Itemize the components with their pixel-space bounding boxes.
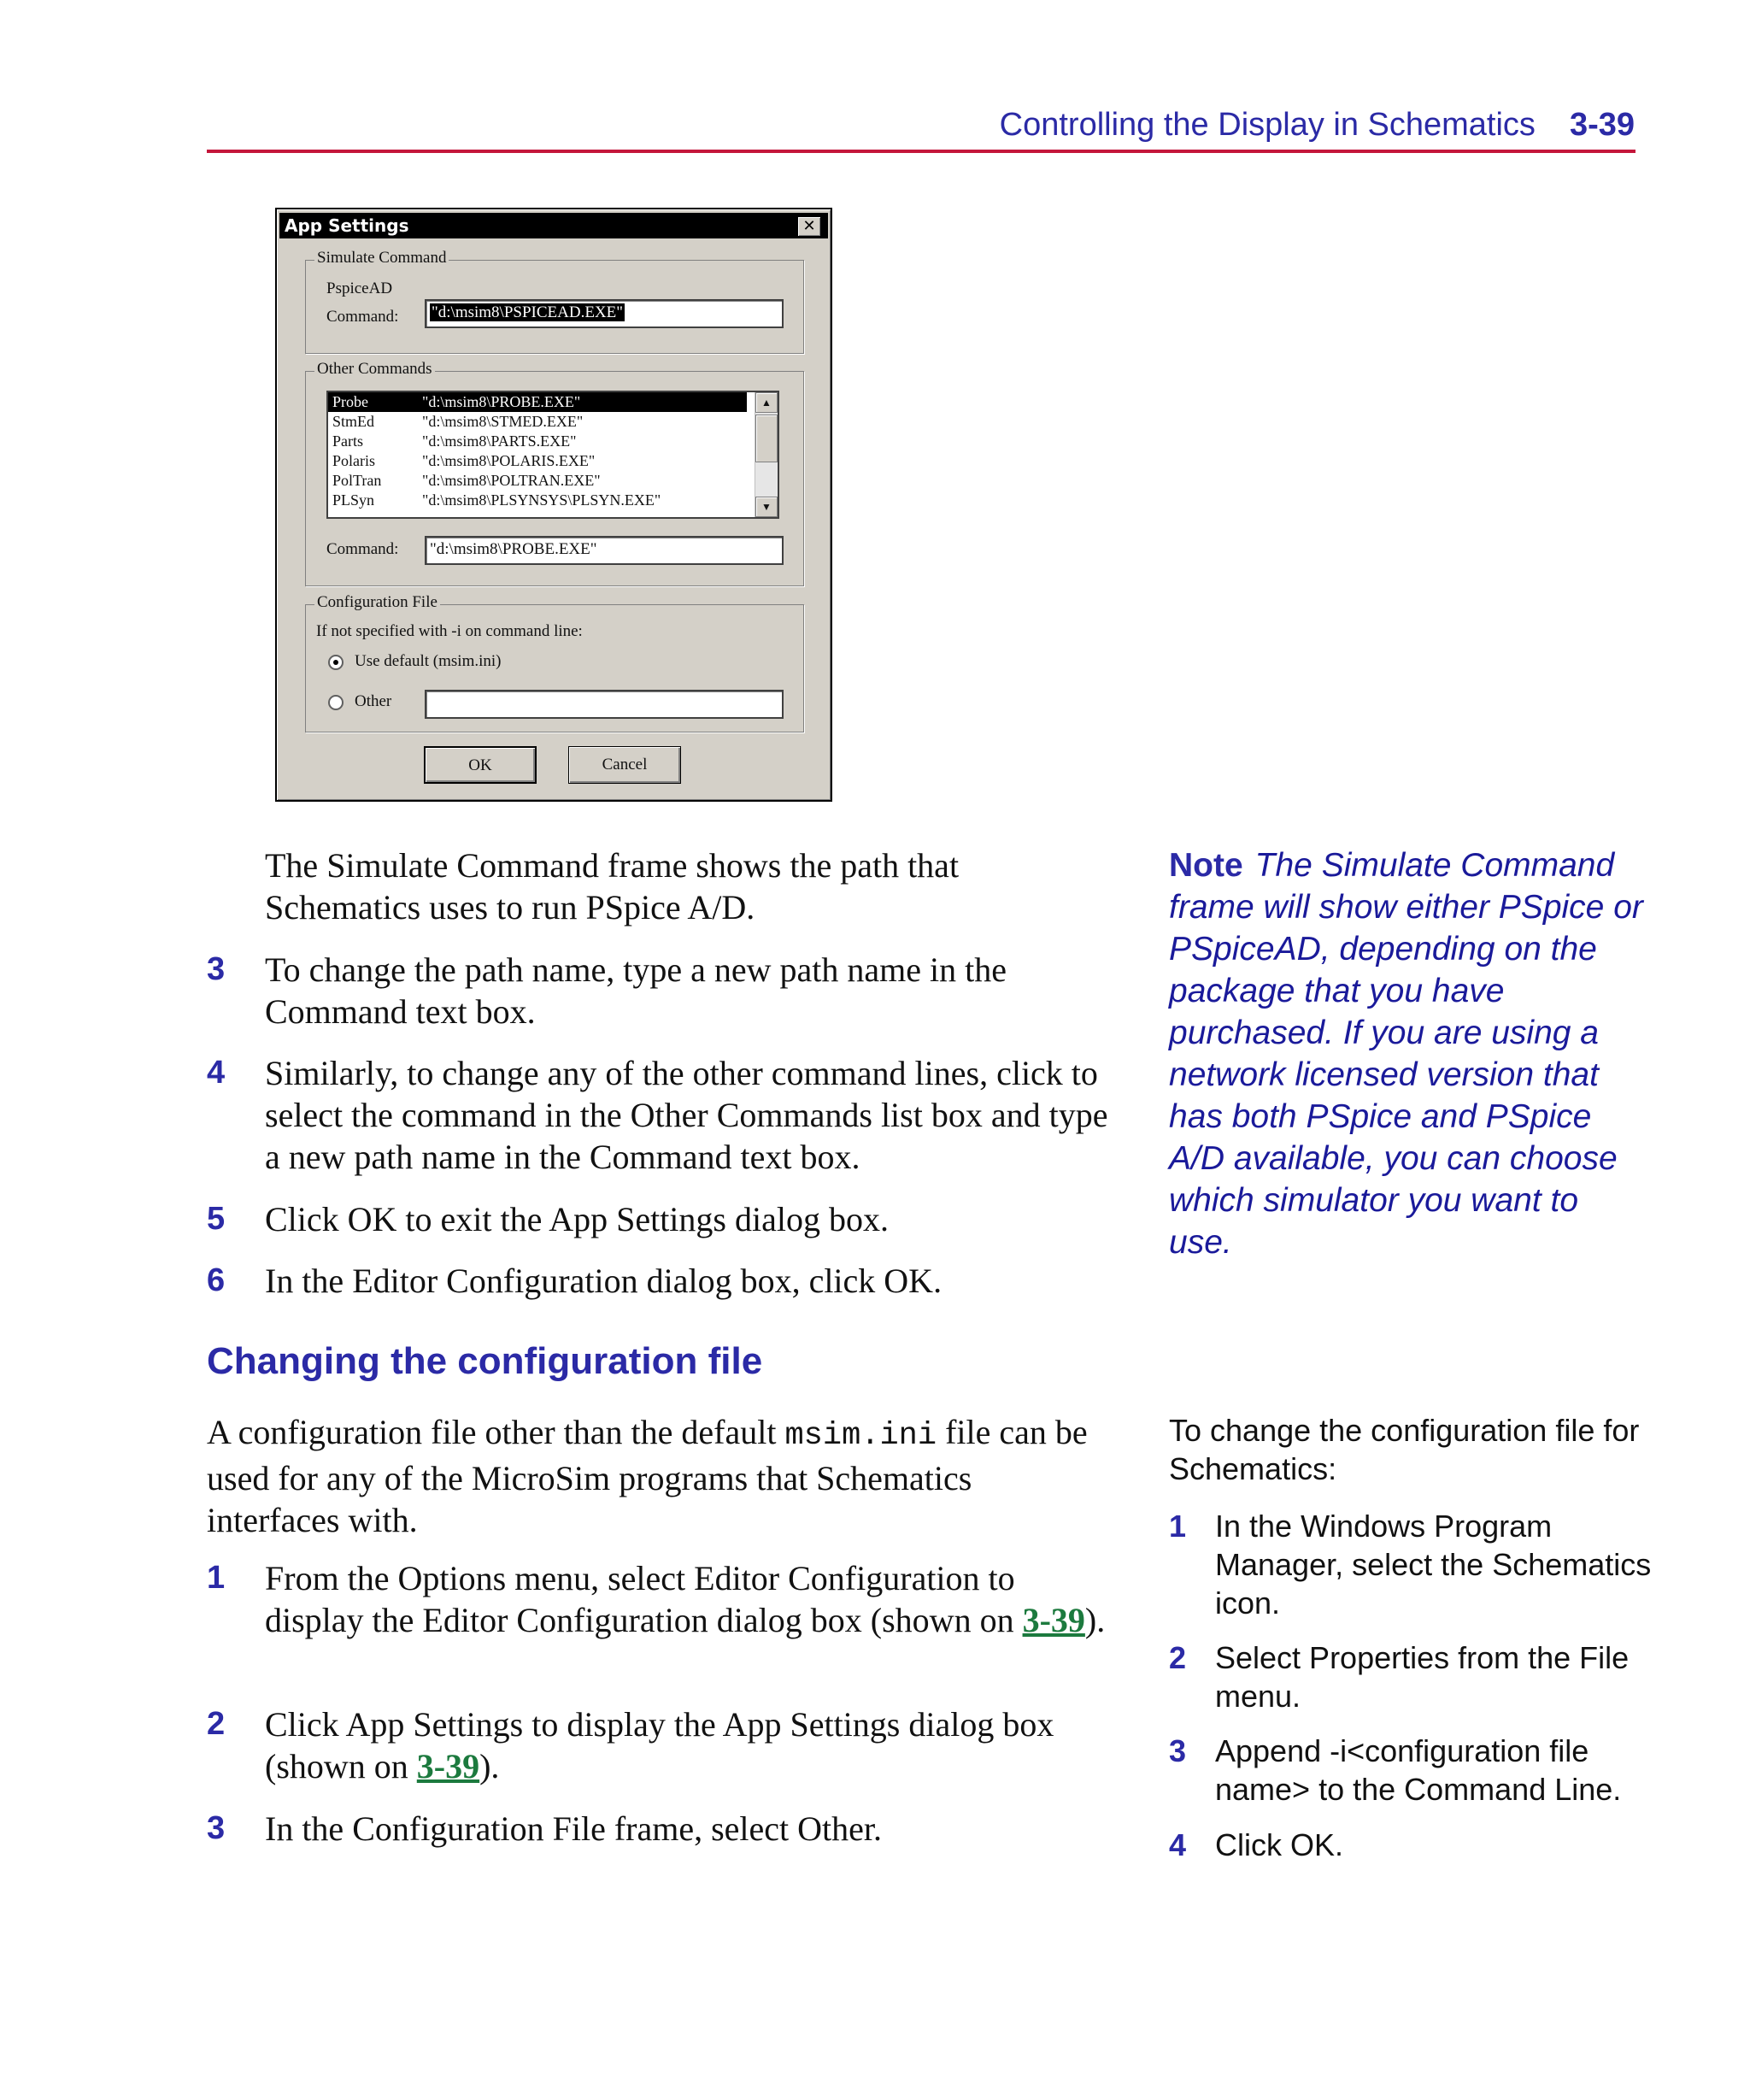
page-link[interactable]: 3-39 xyxy=(416,1747,480,1785)
step-number: 6 xyxy=(207,1262,226,1298)
header-rule xyxy=(207,150,1635,153)
step-text: Similarly, to change any of the other command lines, click to select the command in the Other Commands list box and type a new path name in the Command text box. xyxy=(265,1054,1108,1176)
list-item[interactable] xyxy=(328,432,747,451)
note-text: The Simulate Command frame will show either PSpice or PSpiceAD, depending on the package that you have purchased. If you are using a network licensed version that has both PSpice and PSpice A/D available, you can choose which simulator you want to use. xyxy=(1169,847,1643,1261)
other-radio-label: Other xyxy=(355,692,392,710)
step-number: 3 xyxy=(207,1810,226,1846)
step-text: In the Editor Configuration dialog box, click OK. xyxy=(265,1262,943,1300)
step-text-b: ). xyxy=(1084,1601,1106,1639)
step-number: 2 xyxy=(1169,1640,1187,1675)
configuration-file-legend: Configuration File xyxy=(314,593,440,612)
other-radio[interactable] xyxy=(328,695,344,710)
page-number: 3-39 xyxy=(1569,107,1635,143)
step-text: Click OK to exit the App Settings dialog box. xyxy=(265,1200,889,1238)
step-text-a: Click App Settings to display the App Settings dialog box (shown on xyxy=(265,1705,1054,1785)
other-config-field[interactable] xyxy=(425,690,784,719)
step-number: 3 xyxy=(1169,1733,1187,1768)
simulate-program-label: PspiceAD xyxy=(326,279,393,297)
page-header xyxy=(1000,107,1635,144)
list-item[interactable] xyxy=(328,392,747,412)
step-text xyxy=(265,1703,1119,1787)
dialog-title-bar xyxy=(279,213,828,238)
list-item[interactable] xyxy=(328,451,747,471)
config-hint: If not specified with -i on command line: xyxy=(316,622,583,640)
simulate-command-field[interactable] xyxy=(425,299,784,328)
other-commands-listbox[interactable] xyxy=(326,391,779,519)
header-title: Controlling the Display in Schematics xyxy=(999,107,1536,143)
step-text: To change the path name, type a new path name in the Command text box. xyxy=(265,950,1007,1031)
step-text: Click OK. xyxy=(1215,1827,1344,1862)
step-number: 4 xyxy=(207,1055,226,1091)
intro-paragraph: The Simulate Command frame shows the path that Schematics uses to run PSpice A/D. xyxy=(265,846,960,926)
list-item-name: PLSyn xyxy=(332,491,375,509)
simulate-command-legend: Simulate Command xyxy=(314,249,449,268)
other-command-label: Command: xyxy=(326,540,399,558)
scroll-thumb[interactable] xyxy=(755,415,778,462)
step-text: Select Properties from the File menu. xyxy=(1215,1640,1630,1714)
list-item-name: PolTran xyxy=(332,472,382,489)
list-item[interactable] xyxy=(328,471,747,491)
scroll-down-icon[interactable]: ▼ xyxy=(755,497,778,517)
list-item-path: "d:\msim8\PLSYNSYS\PLSYN.EXE" xyxy=(422,491,661,509)
step-text-b: ). xyxy=(479,1747,500,1785)
cancel-button[interactable]: Cancel xyxy=(568,746,681,784)
listbox-scrollbar[interactable] xyxy=(755,392,778,517)
config-filename: msim.ini xyxy=(784,1418,937,1454)
step-number: 4 xyxy=(1169,1827,1187,1862)
step-number: 3 xyxy=(207,951,226,987)
list-item-name: Polaris xyxy=(332,452,376,469)
list-item-name: Probe xyxy=(332,393,368,410)
list-item[interactable] xyxy=(328,491,747,510)
other-commands-legend: Other Commands xyxy=(314,360,435,379)
section-heading: Changing the configuration file xyxy=(207,1340,763,1382)
list-item-path: "d:\msim8\PARTS.EXE" xyxy=(422,432,577,450)
config-paragraph xyxy=(207,1411,1113,1541)
dialog-title: App Settings xyxy=(285,215,409,236)
use-default-label: Use default (msim.ini) xyxy=(355,652,502,670)
config-para-text-b: file can be used for any of the MicroSim programs that Schematics interfaces with. xyxy=(207,1413,1088,1539)
note-label: Note xyxy=(1169,847,1243,884)
other-command-value: "d:\msim8\PROBE.EXE" xyxy=(430,540,597,558)
ok-button[interactable]: OK xyxy=(424,746,537,784)
step-number: 2 xyxy=(207,1706,226,1742)
config-para-text-a: A configuration file other than the default xyxy=(207,1413,785,1451)
simulate-command-label: Command: xyxy=(326,308,399,326)
list-item-name: Parts xyxy=(332,432,363,450)
list-item-path: "d:\msim8\PROBE.EXE" xyxy=(422,393,581,410)
page-link[interactable]: 3-39 xyxy=(1022,1601,1085,1639)
step-number: 1 xyxy=(207,1560,226,1596)
list-item-path: "d:\msim8\STMED.EXE" xyxy=(422,413,584,430)
list-item-path: "d:\msim8\POLARIS.EXE" xyxy=(422,452,596,469)
step-text-a: From the Options menu, select Editor Configuration to display the Editor Configuration dialog box (shown on xyxy=(265,1559,1023,1639)
step-text: In the Configuration File frame, select Other. xyxy=(265,1809,883,1848)
step-text: In the Windows Program Manager, select the Schematics icon. xyxy=(1215,1509,1652,1621)
step-number: 5 xyxy=(207,1201,226,1237)
step-number: 1 xyxy=(1169,1509,1187,1544)
use-default-radio[interactable] xyxy=(328,655,344,670)
simulate-command-value: "d:\msim8\PSPICEAD.EXE" xyxy=(432,303,624,321)
other-command-field[interactable] xyxy=(425,536,784,565)
close-icon[interactable]: ✕ xyxy=(797,216,821,237)
step-text xyxy=(265,1557,1111,1641)
scroll-up-icon[interactable]: ▲ xyxy=(755,392,778,413)
list-item-name: StmEd xyxy=(332,413,375,430)
list-item-path: "d:\msim8\POLTRAN.EXE" xyxy=(422,472,601,489)
note-box xyxy=(1169,844,1647,1263)
step-text: Append -i<configuration file name> to the Command Line. xyxy=(1215,1733,1622,1807)
side-intro: To change the configuration file for Schematics: xyxy=(1169,1413,1640,1486)
list-item[interactable] xyxy=(328,412,747,432)
